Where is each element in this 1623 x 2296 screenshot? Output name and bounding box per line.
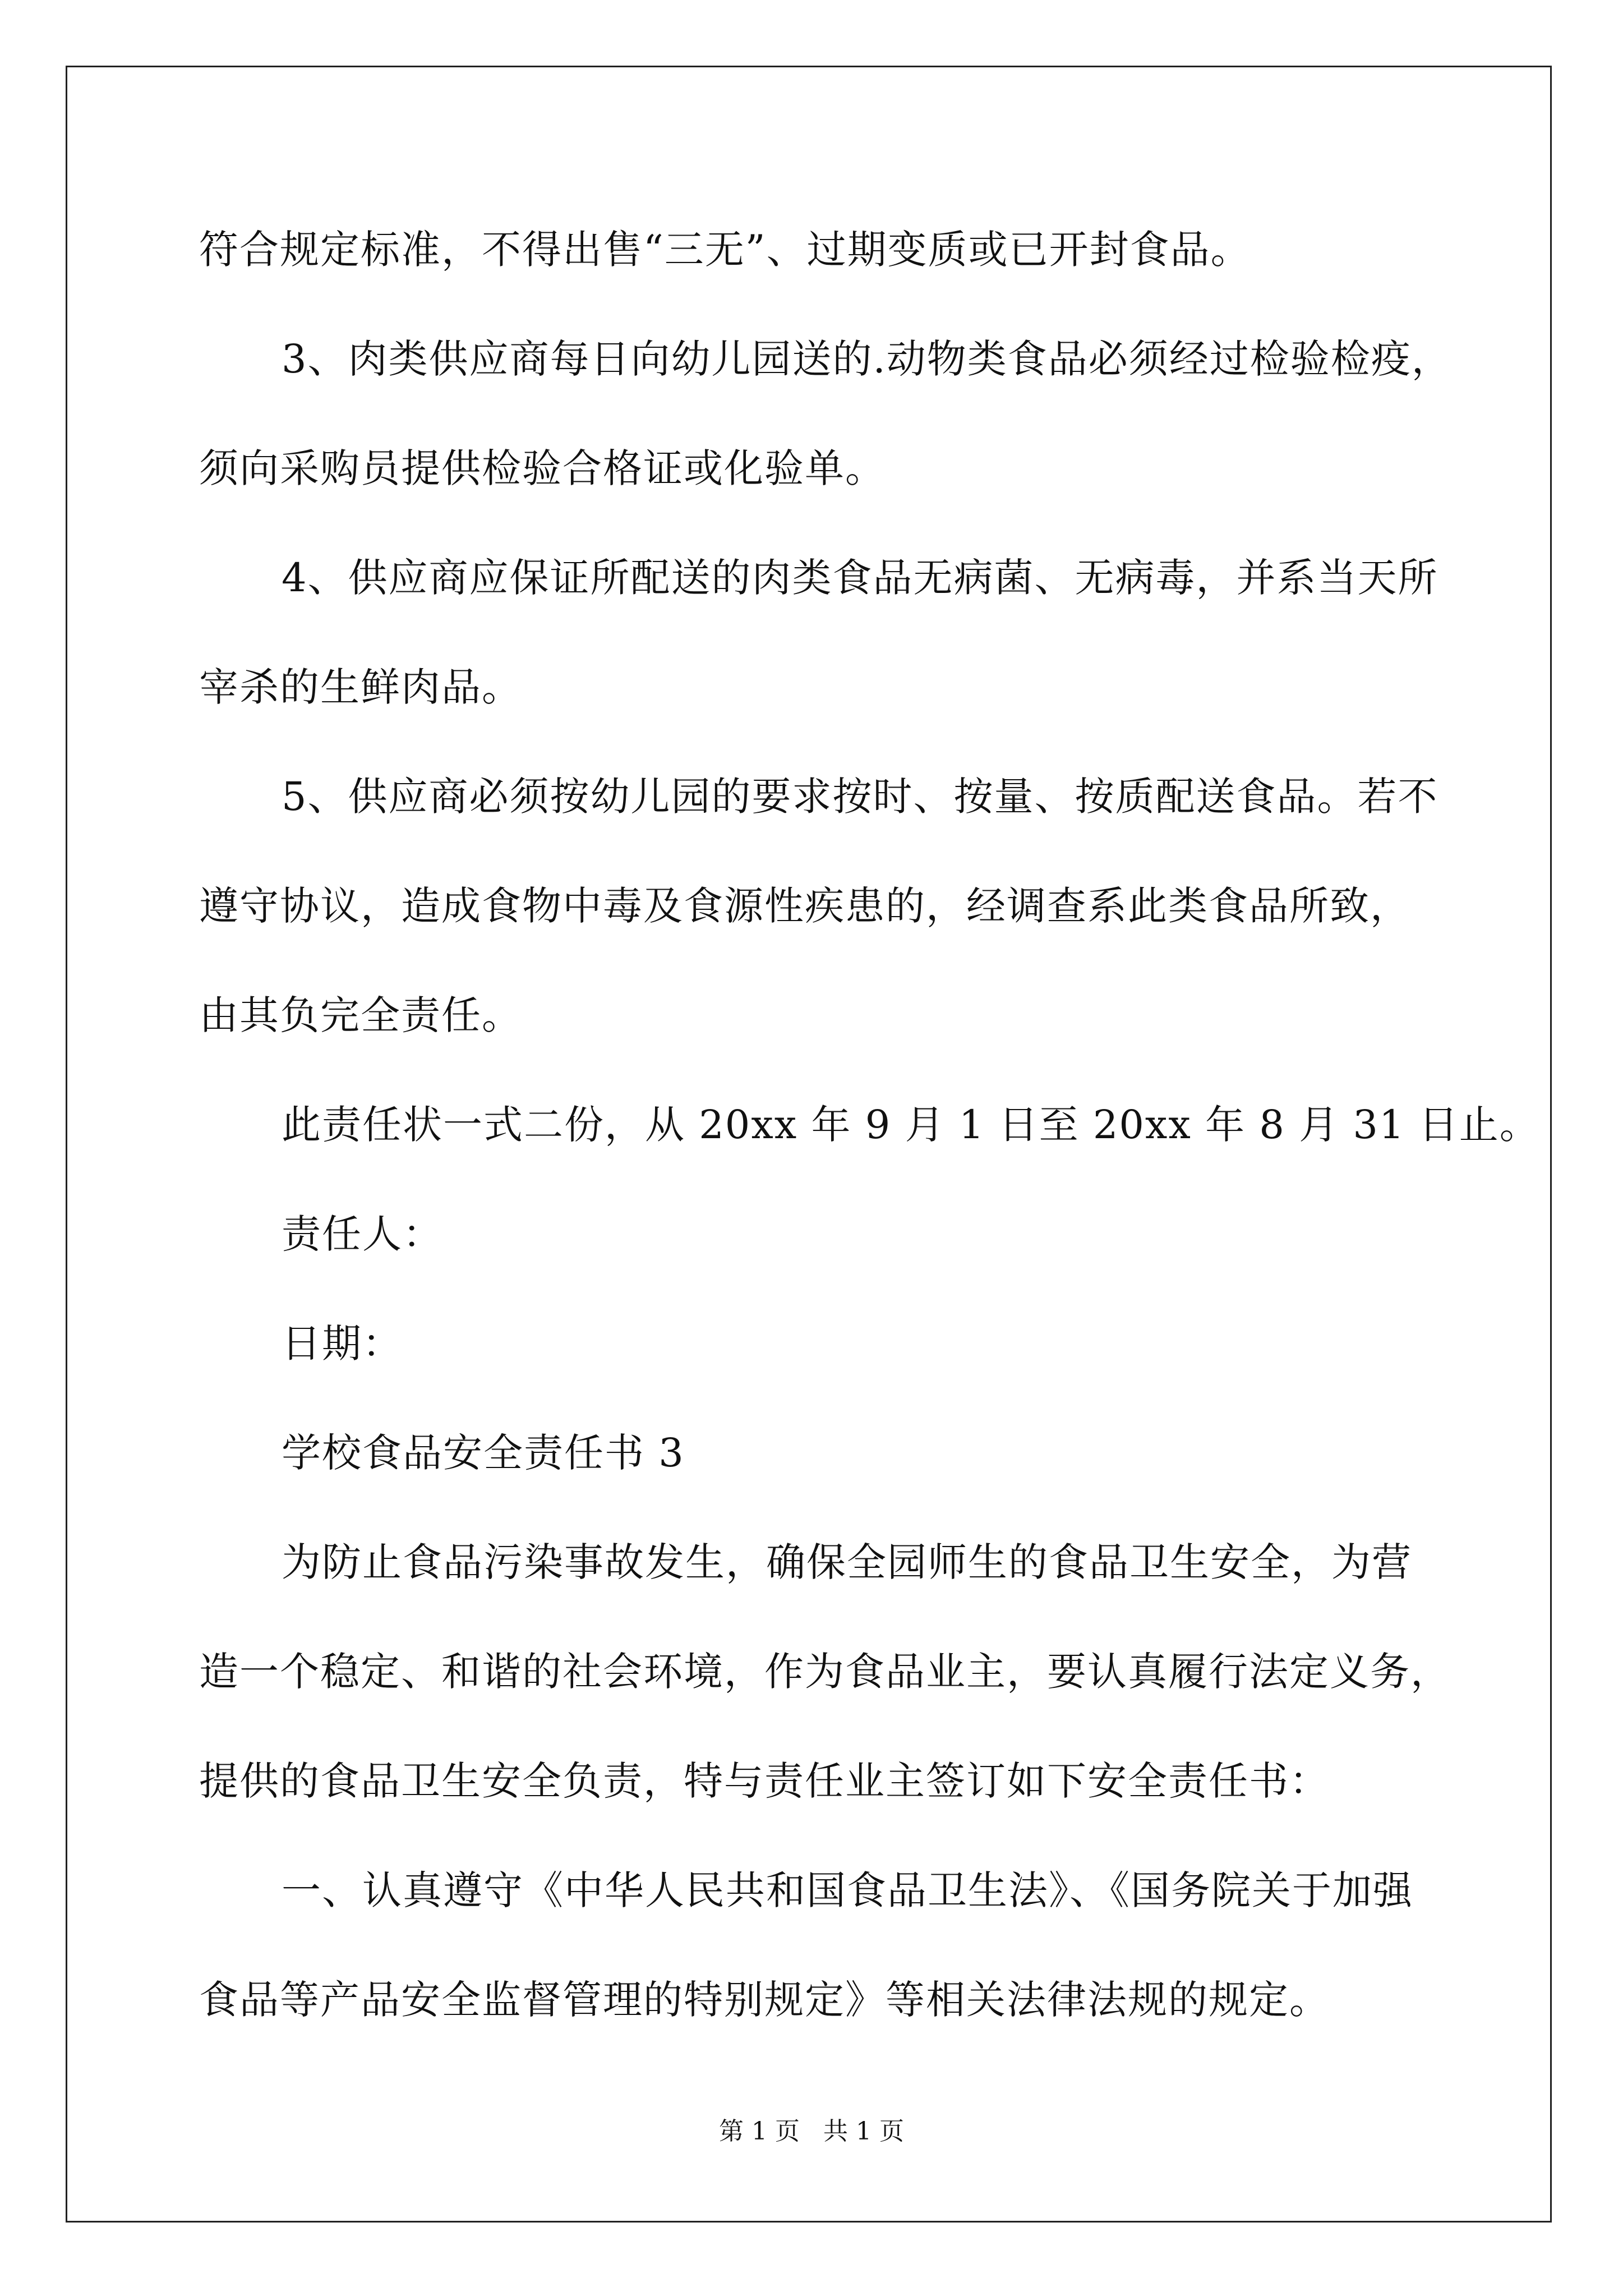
date-label: 日期：: [282, 1320, 403, 1366]
section-heading: 学校食品安全责任书 3: [282, 1430, 685, 1476]
body-line-9: 此责任状一式二份，从 20xx 年 9 月 1 日至 20xx 年 8 月 31 日止。: [282, 1102, 1540, 1148]
signature-label: 责任人：: [282, 1211, 443, 1257]
body-line-3: 须向采购员提供检验合格证或化验单。: [199, 445, 886, 491]
body-line-7: 遵守协议，造成食物中毒及食源性疾患的，经调查系此类食品所致，: [199, 883, 1410, 929]
page-footer: 第 1 页 共 1 页: [719, 2117, 904, 2146]
body-line-13: 为防止食品污染事故发生，确保全园师生的食品卫生安全，为营: [282, 1539, 1412, 1585]
body-line-6: 5、供应商必须按幼儿园的要求按时、按量、按质配送食品。若不: [282, 774, 1438, 820]
body-line-5: 宰杀的生鲜肉品。: [199, 664, 522, 710]
body-line-17: 食品等产品安全监督管理的特别规定》等相关法律法规的规定。: [199, 1977, 1330, 2023]
body-line-14: 造一个稳定、和谐的社会环境，作为食品业主，要认真履行法定义务，: [199, 1649, 1451, 1695]
body-line-8: 由其负完全责任。: [199, 992, 522, 1038]
body-line-1: 符合规定标准，不得出售“三无”、过期变质或已开封食品。: [199, 227, 1251, 273]
body-line-15: 提供的食品卫生安全负责，特与责任业主签订如下安全责任书：: [199, 1758, 1330, 1804]
body-line-16: 一、认真遵守《中华人民共和国食品卫生法》、《国务院关于加强: [282, 1867, 1413, 1913]
body-line-2: 3、肉类供应商每日向幼儿园送的.动物类食品必须经过检验检疫，: [282, 336, 1452, 382]
body-line-4: 4、供应商应保证所配送的肉类食品无病菌、无病毒，并系当天所: [282, 555, 1438, 601]
